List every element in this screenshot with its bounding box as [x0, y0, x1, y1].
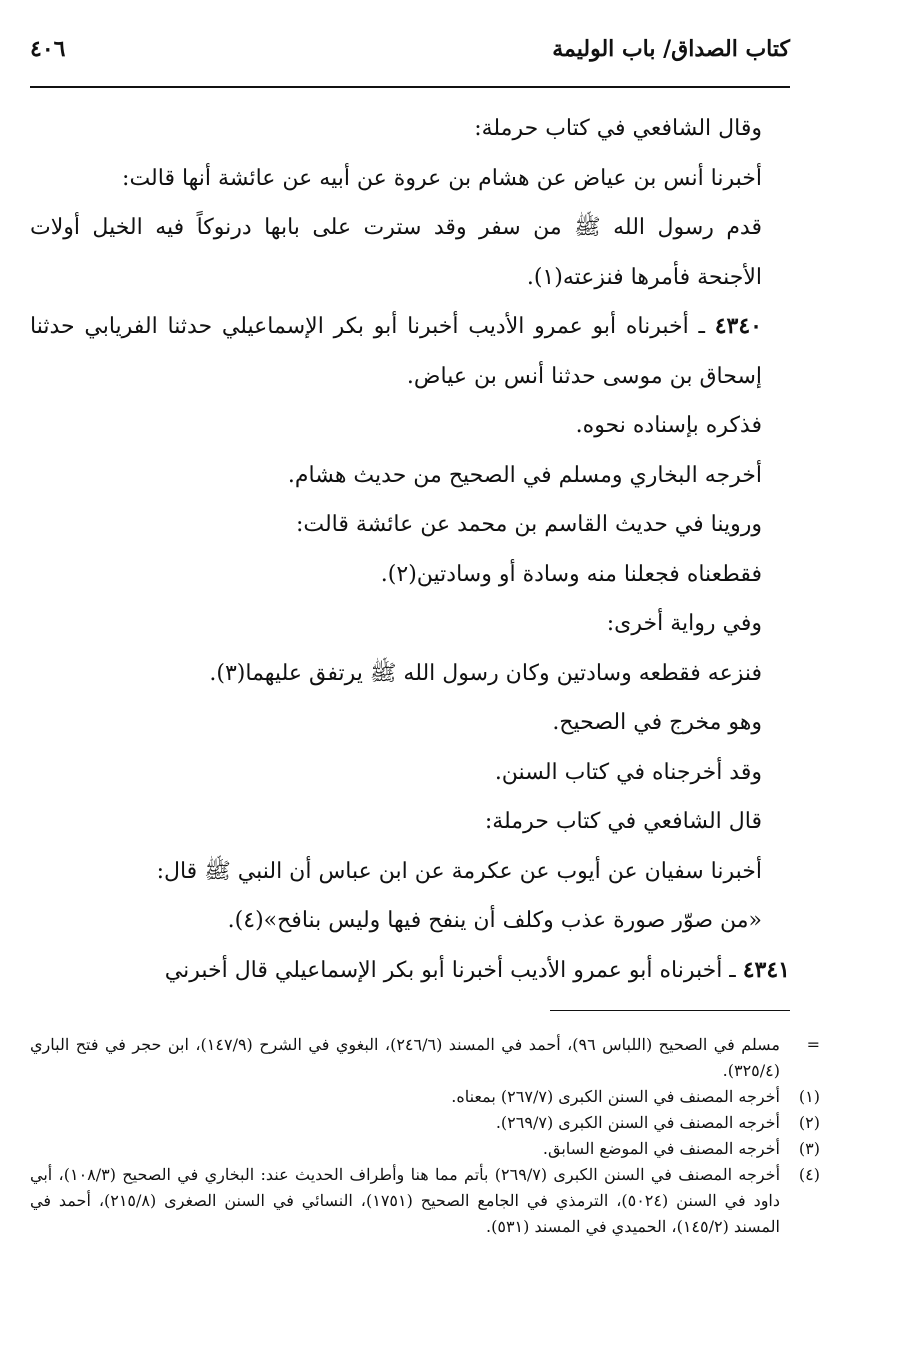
footnote-mark: (٣) — [798, 1139, 820, 1158]
paragraph: أخبرنا سفيان عن أيوب عن عكرمة عن ابن عباس أن النبي ﷺ قال: — [156, 858, 762, 884]
paragraph: قدم رسول الله ﷺ من سفر وقد سترت على بابها درنوكاً فيه الخيل أولات الأجنحة فأمرها فنزعته(١). — [30, 215, 763, 290]
footnote — [30, 1084, 820, 1110]
paragraph: فنزعه فقطعه وسادتين وكان رسول الله ﷺ يرتفق عليهما(٣). — [209, 660, 762, 686]
paragraph: «من صوّر صورة عذب وكلف أن ينفح فيها وليس بنافح»(٤). — [227, 908, 762, 933]
footnote-divider — [550, 1010, 790, 1011]
footnote — [30, 1032, 820, 1084]
main-text — [30, 104, 790, 995]
hadith-number: ٤٣٤٠ — [714, 313, 762, 339]
footnote-mark: (٢) — [798, 1113, 820, 1132]
paragraph: أخبرنا أنس بن عياض عن هشام بن عروة عن أبيه عن عائشة أنها قالت: — [122, 165, 762, 191]
hadith-paragraph: ٤٣٤٠ ـ أخبرناه أبو عمرو الأديب أخبرنا أبو بكر الإسماعيلي حدثنا الفريابي حدثنا إسحاق بن موسى حدثنا أنس بن عياض. — [30, 313, 762, 389]
page-number: ٤٠٦ — [30, 36, 66, 62]
footnote — [30, 1162, 820, 1240]
paragraph: أخرجه البخاري ومسلم في الصحيح من حديث هشام. — [287, 462, 762, 488]
footnote — [30, 1110, 820, 1136]
footnote — [30, 1136, 820, 1162]
paragraph: فذكره بإسناده نحوه. — [575, 413, 762, 438]
paragraph: وهو مخرج في الصحيح. — [552, 710, 762, 735]
page-header — [30, 30, 790, 78]
hadith-paragraph: ٤٣٤١ ـ أخبرناه أبو عمرو الأديب أخبرنا أبو بكر الإسماعيلي قال أخبرني — [164, 956, 790, 983]
paragraph: قال الشافعي في كتاب حرملة: — [484, 809, 762, 834]
paragraph: وفي رواية أخرى: — [606, 611, 762, 636]
footnote-text: مسلم في الصحيح (اللباس ٩٦)، أحمد في المسند (٢٤٦/٦)، البغوي في الشرح (١٤٧/٩)، ابن حجر في فتح الباري (٣٢٥/٤). — [30, 1035, 781, 1080]
paragraph: فقطعناه فجعلنا منه وسادة أو وسادتين(٢). — [380, 561, 762, 587]
footnote-mark: (٤) — [798, 1165, 820, 1184]
footnote-mark: = — [806, 1035, 820, 1054]
hadith-number: ٤٣٤١ — [742, 956, 790, 983]
paragraph: وقال الشافعي في كتاب حرملة: — [474, 116, 762, 141]
header-divider — [30, 86, 790, 88]
footnote-text: أخرجه المصنف في السنن الكبرى (٢٦٩/٧). — [495, 1113, 780, 1132]
running-title: كتاب الصداق/ باب الوليمة — [552, 36, 790, 62]
footnote-text: أخرجه المصنف في الموضع السابق. — [542, 1139, 780, 1158]
footnotes — [30, 1032, 820, 1240]
footnote-text: أخرجه المصنف في السنن الكبرى (٢٦٧/٧) بمعناه. — [451, 1087, 780, 1106]
footnote-mark: (١) — [798, 1087, 820, 1106]
paragraph: وروينا في حديث القاسم بن محمد عن عائشة قالت: — [295, 512, 762, 537]
paragraph: وقد أخرجناه في كتاب السنن. — [494, 759, 762, 785]
footnote-text: أخرجه المصنف في السنن الكبرى (٢٦٩/٧) بأتم مما هنا وأطراف الحديث عند: البخاري في الصحيح (١٠٨/٣)، أبي داود في السنن (٥٠٢٤)، الترمذي في الجامع الصحيح (١٧٥١)، النسائي في السنن الصغرى (٢١٥/٨)، أحمد في المسند (١٤٥/٢)، الحميدي في المسند (٥٣١). — [30, 1165, 781, 1236]
